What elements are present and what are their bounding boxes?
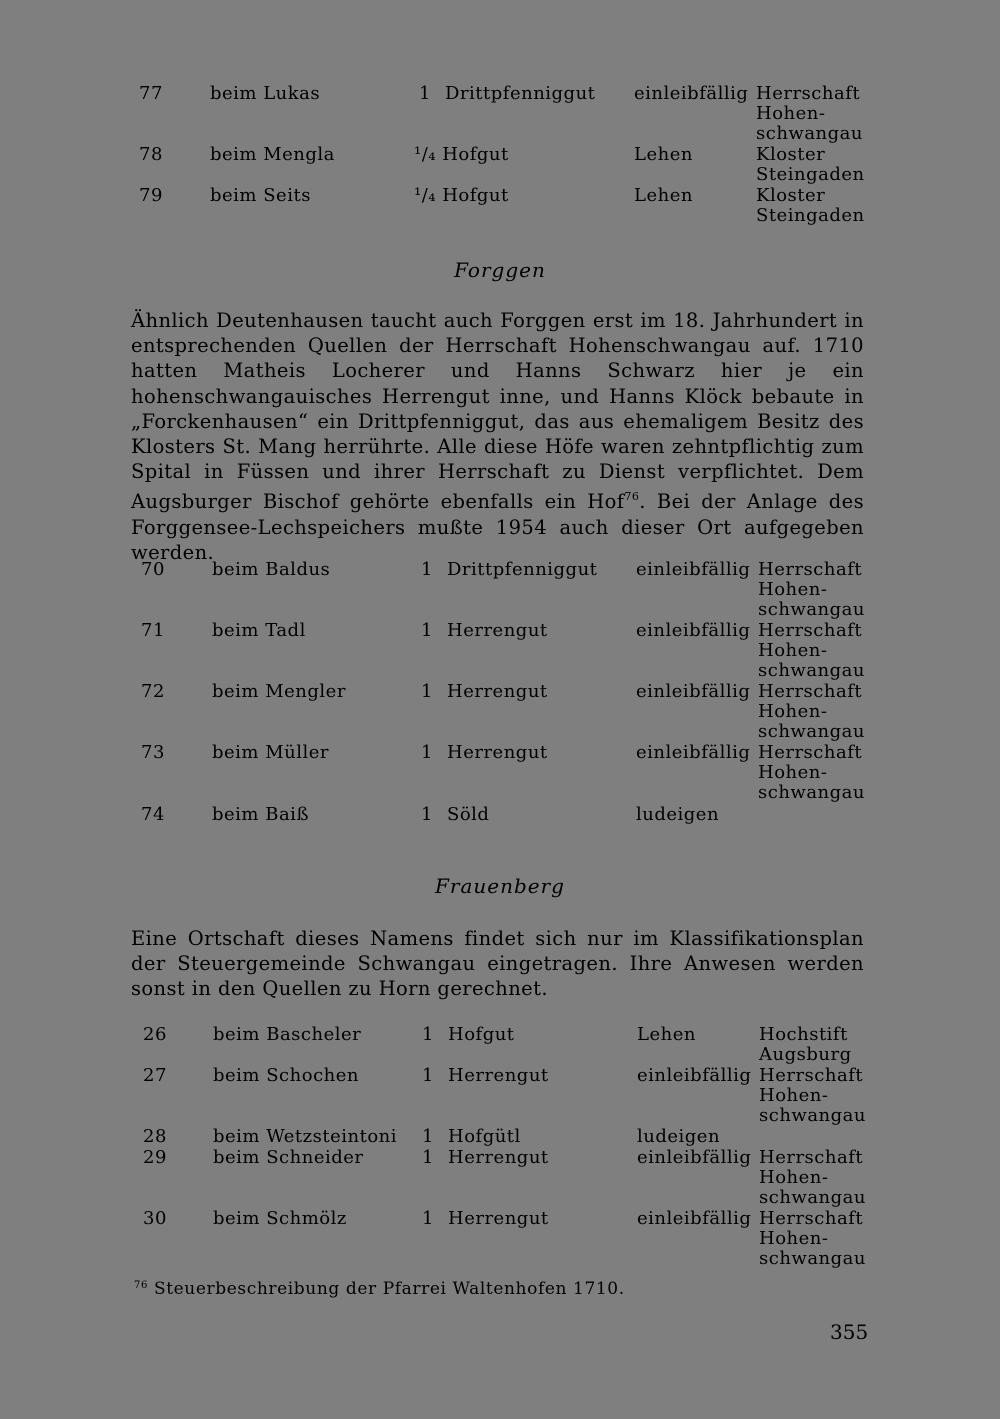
owner-cell: Herrschaft Hohen- schwangau <box>758 559 865 620</box>
section-heading-forggen: Forggen <box>454 258 546 282</box>
table-row: 27 beim Schochen 1 Herrengut einleibfällig Herrschaft Hohen- schwangau <box>143 1065 866 1126</box>
footnote <box>134 1279 625 1299</box>
table-row: 71 beim Tadl 1 Herrengut einleibfällig Herrschaft Hohen- schwangau <box>141 620 865 681</box>
footnote-ref: 76 <box>624 490 640 504</box>
table-row: 77 beim Lukas 1 Drittpfenniggut einleibfällig Herrschaft Hohen- schwangau <box>139 83 863 144</box>
owner-cell: Hochstift Augsburg <box>759 1024 852 1065</box>
owner-cell: Kloster Steingaden <box>756 185 865 226</box>
page-number: 355 <box>830 1320 869 1344</box>
table-row: 29 beim Schneider 1 Herrengut einleibfällig Herrschaft Hohen- schwangau <box>143 1147 866 1208</box>
owner-cell: Kloster Steingaden <box>756 144 865 185</box>
table-row: 78 beim Mengla ¹/₄ Hofgut Lehen Kloster Steingaden <box>139 144 865 185</box>
owner-cell: Herrschaft Hohen- schwangau <box>759 1147 866 1208</box>
owner-cell: Herrschaft Hohen- schwangau <box>758 681 865 742</box>
table-row: 30 beim Schmölz 1 Herrengut einleibfällig Herrschaft Hohen- schwangau <box>143 1208 866 1269</box>
table-row: 72 beim Mengler 1 Herrengut einleibfällig Herrschaft Hohen- schwangau <box>141 681 865 742</box>
table-row: 73 beim Müller 1 Herrengut einleibfällig Herrschaft Hohen- schwangau <box>141 742 865 803</box>
table-row: 79 beim Seits ¹/₄ Hofgut Lehen Kloster Steingaden <box>139 185 865 226</box>
owner-cell: Herrschaft Hohen- schwangau <box>759 1208 866 1269</box>
owner-cell: Herrschaft Hohen- schwangau <box>758 742 865 803</box>
paragraph-forggen: Ähnlich Deutenhausen taucht auch Forggen erst im 18. Jahrhundert in entsprechenden Quellen der Herrschaft Hohenschwangau auf. 1710 hatten Matheis Locherer und Hanns Schwarz hier je ein hohenschwangauisches Herrengut inne, und Hanns Klöck bebaute in „Forckenhausen“ ein Drittpfenniggut, das aus ehemaligem Besitz des Klosters St. Mang herrührte. Alle diese Höfe waren zehntpflichtig zum Spital in Füssen und ihrer Herrschaft zu Dienst verpflichtet. Dem Augsburger Bischof gehörte ebenfalls ein Hof$^{76}$. Bei der Anlage des Forggensee-Lechspeichers mußte 1954 auch dieser Ort aufgegeben werden. <box>131 309 864 564</box>
table-row: 26 beim Bascheler 1 Hofgut Lehen Hochstift Augsburg <box>143 1024 852 1065</box>
footnote-marker: 76 <box>134 1280 148 1291</box>
table-row: 74 beim Baiß 1 Söld ludeigen <box>141 804 720 825</box>
owner-cell: Herrschaft Hohen- schwangau <box>756 83 863 144</box>
paragraph-frauenberg: Eine Ortschaft dieses Namens findet sich nur im Klassifikationsplan der Steuergemeinde Schwangau eingetragen. Ihre Anwesen werden sonst in den Quellen zu Horn gerechnet. <box>131 927 864 1001</box>
section-heading-frauenberg: Frauenberg <box>435 874 565 898</box>
table-row: 70 beim Baldus 1 Drittpfenniggut einleibfällig Herrschaft Hohen- schwangau <box>141 559 865 620</box>
footnote-text: Steuerbeschreibung der Pfarrei Waltenhofen 1710. <box>153 1279 625 1299</box>
owner-cell: Herrschaft Hohen- schwangau <box>758 620 865 681</box>
owner-cell: Herrschaft Hohen- schwangau <box>759 1065 866 1126</box>
table-row: 28 beim Wetzsteintoni 1 Hofgütl ludeigen <box>143 1126 721 1147</box>
